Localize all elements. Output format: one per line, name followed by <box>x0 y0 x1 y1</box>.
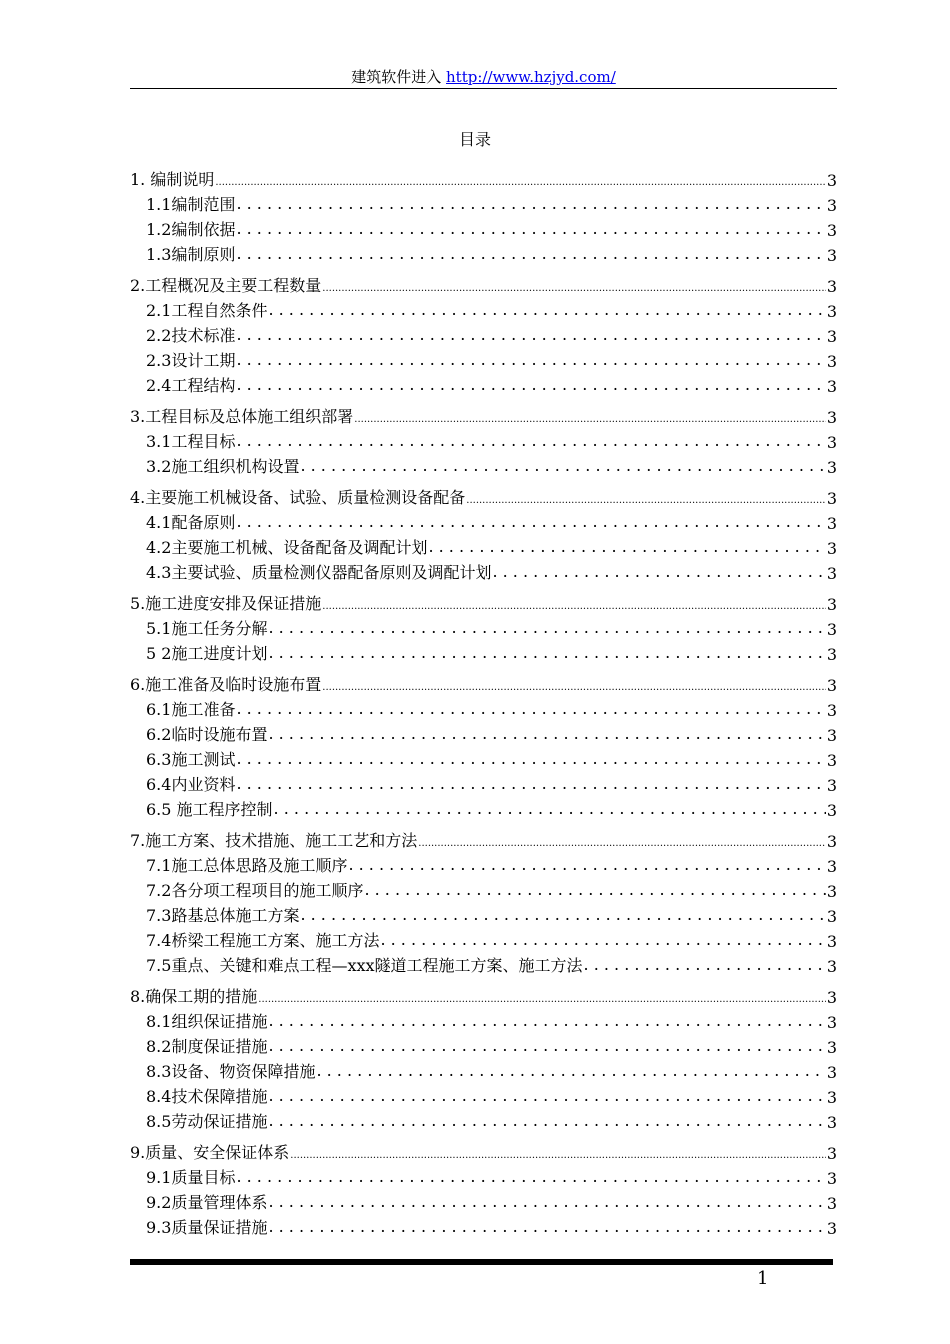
toc-section <box>130 165 837 265</box>
toc-page-number: 3 <box>826 1194 837 1213</box>
toc-entry-label: 7.2各分项工程项目的施工顺序 <box>146 881 364 900</box>
toc-entry-label: 4.2主要施工机械、设备配备及调配计划 <box>146 538 428 557</box>
toc-entry-label: 2.1工程自然条件 <box>146 301 268 320</box>
toc-subentry[interactable] <box>130 720 837 745</box>
toc-heading-entry[interactable] <box>130 402 837 427</box>
toc-dot-leader <box>418 831 826 851</box>
toc-subentry[interactable] <box>130 1057 837 1082</box>
toc-entry-label: 8.5劳动保证措施 <box>146 1112 268 1131</box>
toc-entry-label: 6.2临时设施布置 <box>146 725 268 744</box>
toc-subentry[interactable] <box>130 770 837 795</box>
toc-entry-label: 2.3设计工期 <box>146 351 236 370</box>
toc-page-number: 3 <box>826 433 837 452</box>
toc-subentry[interactable] <box>130 745 837 770</box>
toc-entry-label: 8.1组织保证措施 <box>146 1012 268 1031</box>
toc-page-number: 3 <box>826 246 837 265</box>
toc-section <box>130 982 837 1132</box>
toc-subentry[interactable] <box>130 190 837 215</box>
toc-dot-leader <box>584 956 826 976</box>
toc-entry-label: 9.2质量管理体系 <box>146 1193 268 1212</box>
toc-section <box>130 402 837 477</box>
toc-entry-label: 6.施工准备及临时设施布置 <box>130 675 322 694</box>
toc-page-number: 3 <box>826 489 837 508</box>
toc-page-number: 3 <box>826 277 837 296</box>
toc-subentry[interactable] <box>130 1163 837 1188</box>
toc-dot-leader <box>492 563 825 583</box>
toc-entry-label: 1.1编制范围 <box>146 195 236 214</box>
toc-section <box>130 1138 837 1238</box>
header-rule <box>130 88 837 89</box>
toc-page-number: 3 <box>826 595 837 614</box>
toc-dot-leader <box>300 906 825 926</box>
toc-dot-leader <box>380 931 825 951</box>
toc-dot-leader <box>268 1193 825 1213</box>
header-text: 建筑软件进入 <box>351 68 442 86</box>
toc-page-number: 3 <box>826 352 837 371</box>
toc-heading-entry[interactable] <box>130 982 837 1007</box>
toc-heading-entry[interactable] <box>130 483 837 508</box>
toc-section <box>130 589 837 664</box>
toc-page-number: 3 <box>826 408 837 427</box>
toc-subentry[interactable] <box>130 1188 837 1213</box>
toc-page-number: 3 <box>826 564 837 583</box>
toc-page-number: 3 <box>826 751 837 770</box>
toc-subentry[interactable] <box>130 371 837 396</box>
table-of-contents <box>130 165 837 1238</box>
toc-dot-leader <box>236 245 825 265</box>
toc-subentry[interactable] <box>130 1082 837 1107</box>
toc-heading-entry[interactable] <box>130 165 837 190</box>
toc-subentry[interactable] <box>130 452 837 477</box>
toc-entry-label: 6.5 施工程序控制 <box>146 800 273 819</box>
toc-dot-leader <box>236 220 825 240</box>
page-number: 1 <box>757 1268 769 1289</box>
toc-subentry[interactable] <box>130 901 837 926</box>
toc-entry-label: 4.主要施工机械设备、试验、质量检测设备配备 <box>130 488 466 507</box>
toc-heading-entry[interactable] <box>130 826 837 851</box>
toc-page-number: 3 <box>826 832 837 851</box>
toc-dot-leader <box>364 881 825 901</box>
toc-dot-leader <box>236 700 825 720</box>
toc-dot-leader <box>290 1143 826 1163</box>
toc-subentry[interactable] <box>130 876 837 901</box>
toc-entry-label: 8.3设备、物资保障措施 <box>146 1062 316 1081</box>
toc-entry-label: 6.3施工测试 <box>146 750 236 769</box>
toc-dot-leader <box>268 301 825 321</box>
toc-dot-leader <box>236 432 825 452</box>
toc-subentry[interactable] <box>130 951 837 976</box>
toc-dot-leader <box>215 170 825 190</box>
toc-page-number: 3 <box>826 907 837 926</box>
toc-heading-entry[interactable] <box>130 271 837 296</box>
toc-dot-leader <box>316 1062 825 1082</box>
toc-dot-leader <box>274 800 826 820</box>
toc-subentry[interactable] <box>130 508 837 533</box>
toc-dot-leader <box>268 1087 825 1107</box>
toc-entry-label: 9.质量、安全保证体系 <box>130 1143 290 1162</box>
toc-entry-label: 8.4技术保障措施 <box>146 1087 268 1106</box>
toc-subentry[interactable] <box>130 795 837 820</box>
toc-page-number: 3 <box>826 957 837 976</box>
toc-dot-leader <box>236 326 825 346</box>
toc-subentry[interactable] <box>130 296 837 321</box>
toc-entry-label: 7.施工方案、技术措施、施工工艺和方法 <box>130 831 418 850</box>
page-header <box>130 66 837 87</box>
toc-title: 目录 <box>458 130 491 149</box>
toc-subentry[interactable] <box>130 1032 837 1057</box>
toc-page-number: 3 <box>826 882 837 901</box>
toc-dot-leader <box>236 1168 825 1188</box>
toc-subentry[interactable] <box>130 533 837 558</box>
toc-page-number: 3 <box>826 1063 837 1082</box>
toc-dot-leader <box>348 856 825 876</box>
toc-page-number: 3 <box>826 1144 837 1163</box>
toc-entry-label: 4.1配备原则 <box>146 513 236 532</box>
toc-entry-label: 2.工程概况及主要工程数量 <box>130 276 322 295</box>
toc-subentry[interactable] <box>130 1107 837 1132</box>
toc-subentry[interactable] <box>130 427 837 452</box>
toc-dot-leader <box>268 1218 825 1238</box>
toc-entry-label: 5 2施工进度计划 <box>146 644 268 663</box>
toc-entry-label: 3.1工程目标 <box>146 432 236 451</box>
toc-entry-label: 4.3主要试验、质量检测仪器配备原则及调配计划 <box>146 563 492 582</box>
toc-dot-leader <box>268 725 825 745</box>
toc-page-number: 3 <box>826 726 837 745</box>
toc-entry-label: 2.4工程结构 <box>146 376 236 395</box>
toc-entry-label: 9.1质量目标 <box>146 1168 236 1187</box>
toc-entry-label: 7.5重点、关键和难点工程—xxx隧道工程施工方案、施工方法 <box>146 956 583 975</box>
toc-subentry[interactable] <box>130 639 837 664</box>
toc-dot-leader <box>236 376 825 396</box>
toc-dot-leader <box>300 457 825 477</box>
toc-entry-label: 5.1施工任务分解 <box>146 619 268 638</box>
toc-page-number: 3 <box>826 458 837 477</box>
toc-dot-leader <box>466 488 826 508</box>
footer-rule <box>130 1259 833 1265</box>
toc-subentry[interactable] <box>130 240 837 265</box>
toc-entry-label: 7.4桥梁工程施工方案、施工方法 <box>146 931 380 950</box>
toc-page-number: 3 <box>826 776 837 795</box>
toc-dot-leader <box>268 619 825 639</box>
toc-dot-leader <box>236 351 825 371</box>
toc-dot-leader <box>268 644 825 664</box>
toc-subentry[interactable] <box>130 1213 837 1238</box>
toc-entry-label: 8.确保工期的措施 <box>130 987 258 1006</box>
toc-page-number: 3 <box>826 1169 837 1188</box>
toc-page-number: 3 <box>826 932 837 951</box>
toc-entry-label: 7.1施工总体思路及施工顺序 <box>146 856 348 875</box>
toc-page-number: 3 <box>826 1038 837 1057</box>
toc-subentry[interactable] <box>130 558 837 583</box>
toc-entry-label: 1.3编制原则 <box>146 245 236 264</box>
toc-dot-leader <box>268 1012 825 1032</box>
toc-page-number: 3 <box>826 857 837 876</box>
toc-page-number: 3 <box>826 1088 837 1107</box>
toc-entry-label: 9.3质量保证措施 <box>146 1218 268 1237</box>
toc-page-number: 3 <box>826 701 837 720</box>
toc-section <box>130 483 837 583</box>
toc-page-number: 3 <box>826 171 837 190</box>
toc-page-number: 3 <box>826 645 837 664</box>
toc-entry-label: 3.工程目标及总体施工组织部署 <box>130 407 354 426</box>
toc-subentry[interactable] <box>130 321 837 346</box>
toc-dot-leader <box>428 538 825 558</box>
header-link[interactable]: http://www.hzjyd.com/ <box>446 68 616 86</box>
toc-page-number: 3 <box>826 801 837 820</box>
toc-entry-label: 1.2编制依据 <box>146 220 236 239</box>
toc-page-number: 3 <box>826 676 837 695</box>
toc-page-number: 3 <box>826 327 837 346</box>
toc-page-number: 3 <box>826 377 837 396</box>
toc-entry-label: 2.2技术标准 <box>146 326 236 345</box>
toc-subentry[interactable] <box>130 614 837 639</box>
toc-dot-leader <box>236 775 825 795</box>
toc-heading-entry[interactable] <box>130 589 837 614</box>
toc-page-number: 3 <box>826 514 837 533</box>
toc-dot-leader <box>354 407 826 427</box>
toc-page-number: 3 <box>826 196 837 215</box>
toc-section <box>130 670 837 820</box>
toc-entry-label: 6.4内业资料 <box>146 775 236 794</box>
toc-entry-label: 7.3路基总体施工方案 <box>146 906 300 925</box>
toc-dot-leader <box>268 1112 825 1132</box>
toc-dot-leader <box>322 594 826 614</box>
toc-entry-label: 3.2施工组织机构设置 <box>146 457 300 476</box>
toc-dot-leader <box>236 513 825 533</box>
toc-dot-leader <box>268 1037 825 1057</box>
toc-entry-label: 5.施工进度安排及保证措施 <box>130 594 322 613</box>
toc-entry-label: 8.2制度保证措施 <box>146 1037 268 1056</box>
toc-page-number: 3 <box>826 1113 837 1132</box>
toc-subentry[interactable] <box>130 346 837 371</box>
toc-page-number: 3 <box>826 221 837 240</box>
toc-page-number: 3 <box>826 620 837 639</box>
toc-page-number: 3 <box>826 302 837 321</box>
toc-heading-entry[interactable] <box>130 1138 837 1163</box>
toc-subentry[interactable] <box>130 695 837 720</box>
toc-dot-leader <box>236 195 825 215</box>
toc-heading-entry[interactable] <box>130 670 837 695</box>
toc-page-number: 3 <box>826 539 837 558</box>
toc-page-number: 3 <box>826 988 837 1007</box>
toc-subentry[interactable] <box>130 1007 837 1032</box>
toc-entry-label: 1. 编制说明 <box>130 170 215 189</box>
toc-subentry[interactable] <box>130 215 837 240</box>
toc-dot-leader <box>258 987 826 1007</box>
toc-section <box>130 271 837 396</box>
toc-subentry[interactable] <box>130 851 837 876</box>
toc-subentry[interactable] <box>130 926 837 951</box>
toc-dot-leader <box>322 276 826 296</box>
toc-section <box>130 826 837 976</box>
toc-entry-label: 6.1施工准备 <box>146 700 236 719</box>
toc-dot-leader <box>322 675 826 695</box>
toc-dot-leader <box>236 750 825 770</box>
toc-page-number: 3 <box>826 1219 837 1238</box>
toc-page-number: 3 <box>826 1013 837 1032</box>
